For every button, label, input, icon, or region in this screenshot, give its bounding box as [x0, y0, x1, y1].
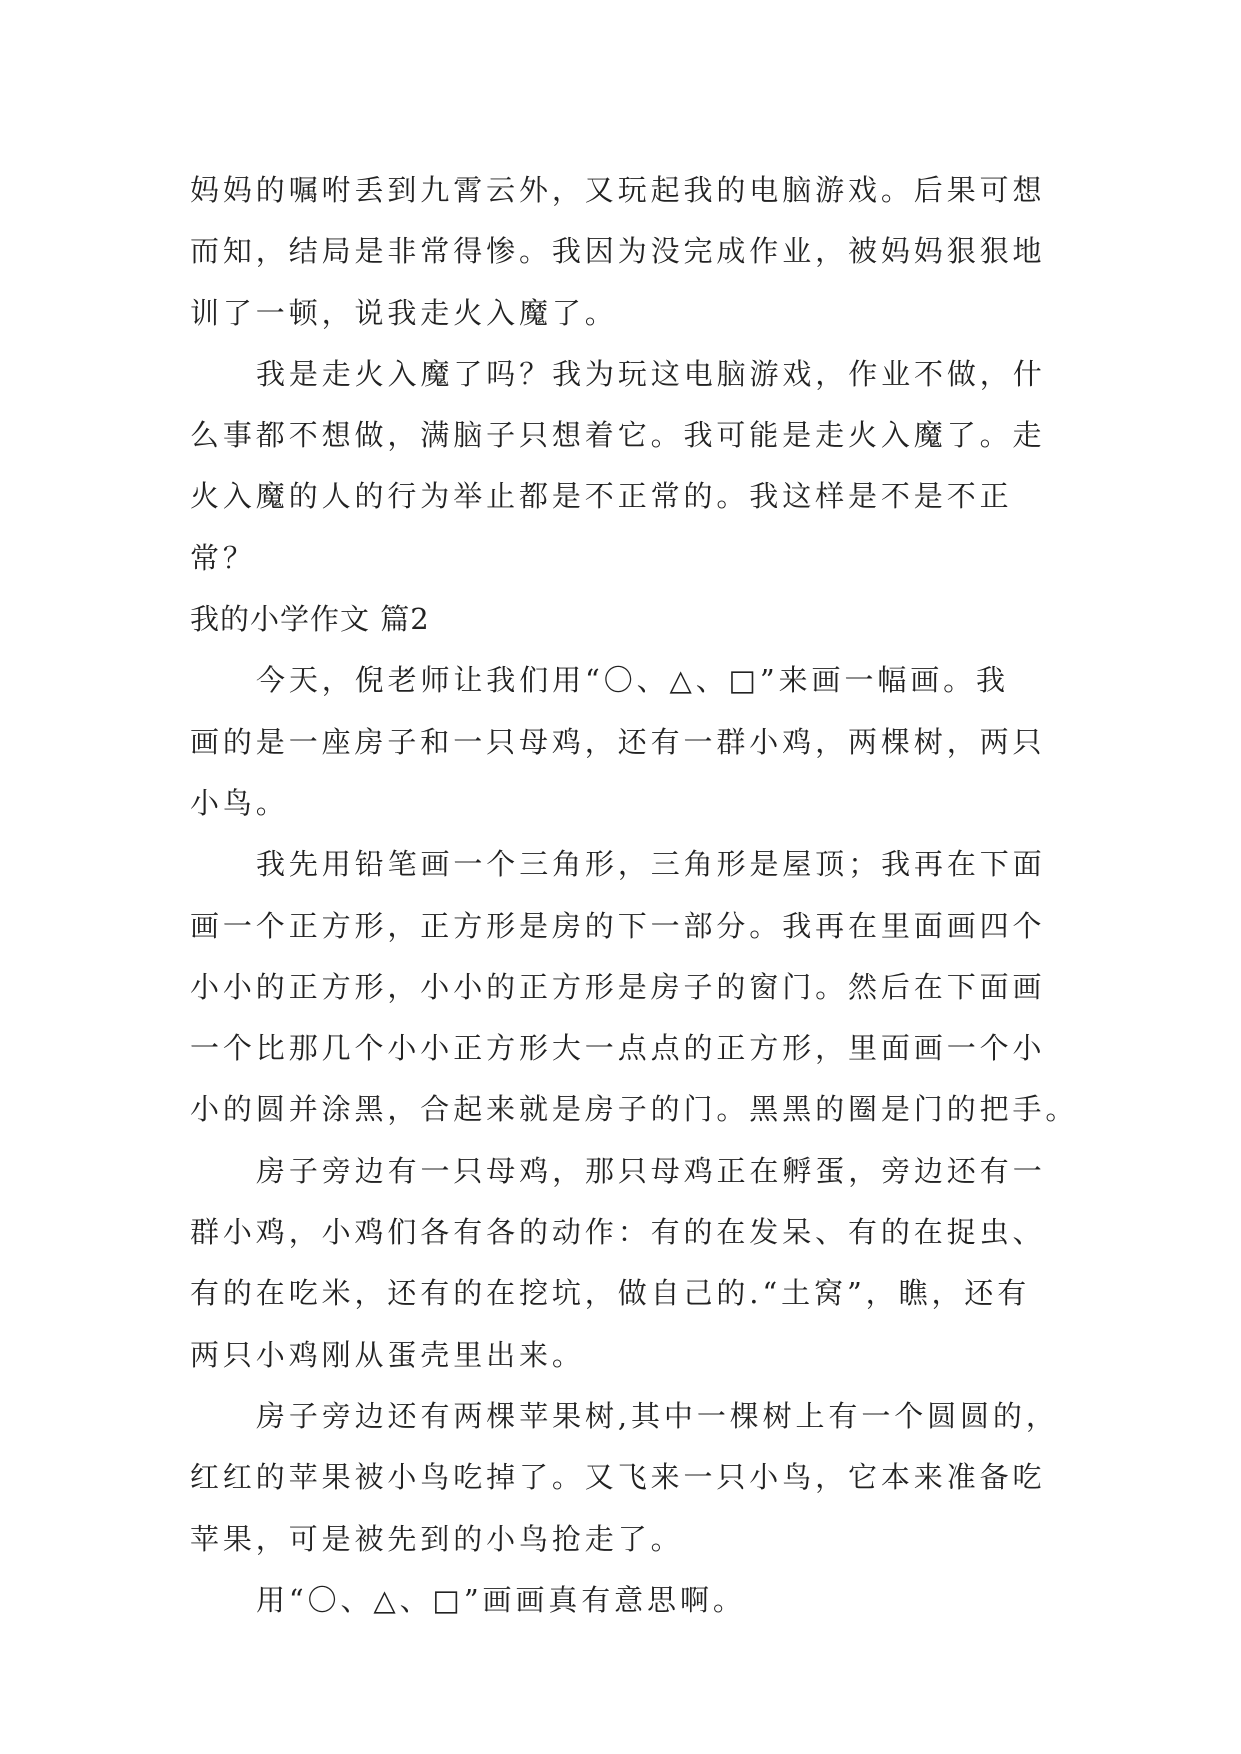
- text-line: 小小的正方形，小小的正方形是房子的窗门。然后在下面画: [190, 969, 1046, 1004]
- text-line: 画一个正方形，正方形是房的下一部分。我再在里面画四个: [190, 908, 1046, 943]
- text-line: 妈妈的嘱咐丢到九霄云外，又玩起我的电脑游戏。后果可想: [190, 173, 1046, 207]
- text-line: 而知，结局是非常得惨。我因为没完成作业，被妈妈狠狠地: [190, 234, 1046, 269]
- text-line: 训了一顿，说我走火入魔了。: [190, 295, 618, 330]
- text-line: 小的圆并涂黑，合起来就是房子的门。黑黑的圈是门的把手。: [190, 1092, 1079, 1127]
- paragraph-first-line: 房子旁边还有两棵苹果树,其中一棵树上有一个圆圆的，: [256, 1398, 1059, 1433]
- essay-body: [190, 160, 1079, 1631]
- text-line: 常？: [190, 540, 256, 575]
- text-line: 画的是一座房子和一只母鸡，还有一群小鸡，两棵树，两只: [190, 724, 1046, 759]
- text-line: 小鸟。: [190, 785, 289, 820]
- text-line: 一个比那几个小小正方形大一点点的正方形，里面画一个小: [190, 1031, 1046, 1066]
- paragraph-first-line: 我先用铅笔画一个三角形，三角形是屋顶；我再在下面: [256, 847, 1046, 882]
- paragraph-first-line: 房子旁边有一只母鸡，那只母鸡正在孵蛋，旁边还有一: [256, 1153, 1046, 1188]
- paragraph-first-line: 用“〇、△、□”画画真有意思啊。: [256, 1582, 746, 1617]
- text-line: 红红的苹果被小鸟吃掉了。又飞来一只小鸟，它本来准备吃: [190, 1460, 1046, 1495]
- text-line: 群小鸡，小鸡们各有各的动作：有的在发呆、有的在捉虫、: [190, 1215, 1046, 1250]
- section-heading: 我的小学作文 篇2: [190, 602, 430, 637]
- text-line: 有的在吃米，还有的在挖坑，做自己的.“土窝”，瞧，还有: [190, 1276, 1031, 1311]
- text-line: 两只小鸡刚从蛋壳里出来。: [190, 1337, 585, 1372]
- text-line: 么事都不想做，满脑子只想着它。我可能是走火入魔了。走: [190, 418, 1046, 453]
- text-line: 苹果，可是被先到的小鸟抢走了。: [190, 1521, 684, 1556]
- paragraph-first-line: 我是走火入魔了吗？我为玩这电脑游戏，作业不做，什: [256, 356, 1046, 391]
- text-line: 火入魔的人的行为举止都是不正常的。我这样是不是不正: [190, 479, 1013, 514]
- paragraph-first-line: 今天，倪老师让我们用“〇、△、□”来画一幅画。我: [256, 663, 1009, 698]
